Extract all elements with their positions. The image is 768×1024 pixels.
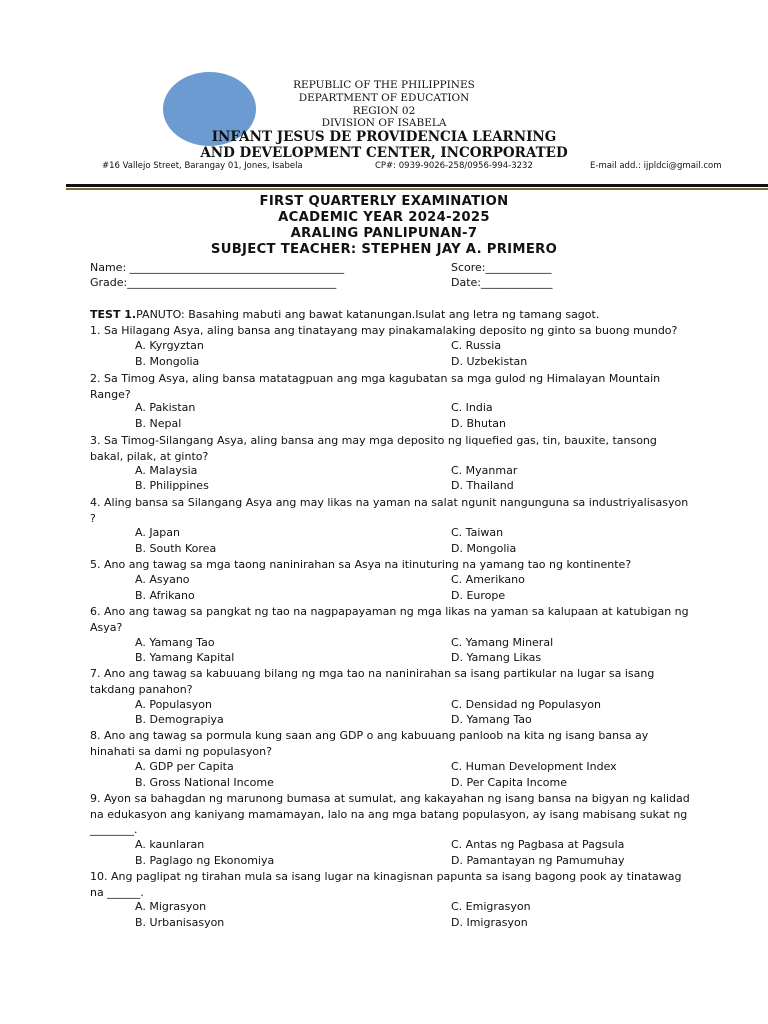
question-7: 7. Ano ang tawag sa kabuuang bilang ng mga tao na naninirahan sa isang partikular na lugar sa isang takdang panahon? [90,667,655,696]
q10-option-a[interactable]: A. Migrasyon [135,900,207,913]
q2-option-d[interactable]: D. Bhutan [451,417,506,430]
question-4: 4. Aling bansa sa Silangang Asya ang may likas na yaman na salat ngunit nangunguna sa industriyalisasyon ? [90,496,689,525]
subject-teacher: SUBJECT TEACHER: STEPHEN JAY A. PRIMERO [210,242,558,257]
header-divider [66,184,768,187]
q4-option-a[interactable]: A. Japan [135,526,181,539]
test-instruction [90,308,599,321]
school-email: E-mail add.: ijpldci@gmail.com [590,161,722,171]
q7-option-c[interactable]: C. Densidad ng Populasyon [451,698,601,711]
question-5: 5. Ano ang tawag sa mga taong naninirahan sa Asya na itinuturing na yamang tao ng kontinente? [90,558,632,571]
q6-option-c[interactable]: C. Yamang Mineral [451,636,554,649]
subject-title: ARALING PANLIPUNAN-7 [290,226,478,241]
grade-field[interactable]: Grade:______________________________________ [90,276,337,289]
q2-option-a[interactable]: A. Pakistan [135,401,196,414]
date-field[interactable]: Date:_____________ [451,276,553,289]
q7-option-a[interactable]: A. Populasyon [135,698,212,711]
q6-option-b[interactable]: B. Yamang Kapital [135,651,235,664]
test-heading: TEST 1. [90,308,137,321]
q1-option-b[interactable]: B. Mongolia [135,355,200,368]
question-1: 1. Sa Hilagang Asya, aling bansa ang tinatayang may pinakamalaking deposito ng ginto sa buong mundo? [90,324,678,337]
q2-option-b[interactable]: B. Nepal [135,417,182,430]
exam-title: FIRST QUARTERLY EXAMINATION [259,194,509,209]
q9-option-c[interactable]: C. Antas ng Pagbasa at Pagsula [451,838,625,851]
q9-option-b[interactable]: B. Paglago ng Ekonomiya [135,854,275,867]
school-address: #16 Vallejo Street, Barangay 01, Jones, Isabela [102,161,303,171]
q8-option-d[interactable]: D. Per Capita Income [451,776,567,789]
q8-option-c[interactable]: C. Human Development Index [451,760,617,773]
department-line: DEPARTMENT OF EDUCATION [298,92,470,104]
q4-option-d[interactable]: D. Mongolia [451,542,517,555]
score-field[interactable]: Score:____________ [451,261,552,274]
q10-option-c[interactable]: C. Emigrasyon [451,900,531,913]
academic-year: ACADEMIC YEAR 2024-2025 [278,210,490,225]
q3-option-c[interactable]: C. Myanmar [451,464,518,477]
question-3: 3. Sa Timog-Silangang Asya, aling bansa ang may mga deposito ng liquefied gas, tin, bauxite, tansong bakal, pilak, at ginto? [90,434,657,463]
q10-option-d[interactable]: D. Imigrasyon [451,916,528,929]
question-2: 2. Sa Timog Asya, aling bansa matatagpuan ang mga kagubatan sa mga gulod ng Himalayan Mountain Range? [90,372,661,401]
region-line: REGION 02 [352,105,416,117]
q3-option-d[interactable]: D. Thailand [451,479,514,492]
q9-option-d[interactable]: D. Pamantayan ng Pamumuhay [451,854,625,867]
q7-option-d[interactable]: D. Yamang Tao [451,713,532,726]
division-line: DIVISION OF ISABELA [321,117,447,129]
republic-line: REPUBLIC OF THE PHILIPPINES [293,79,475,91]
header-divider-accent [66,188,768,190]
q1-option-a[interactable]: A. Kyrgyztan [135,339,204,352]
school-phone: CP#: 0939-9026-258/0956-994-3232 [375,161,533,171]
question-9: 9. Ayon sa bahagdan ng marunong bumasa at sumulat, ang kakayahan ng isang bansa na bigyan ng kalidad na edukasyon ang kaniyang mamamayan, lalo na ang mga batang populasyon, ay isang mabisang sukat ng ________. [90,792,690,836]
question-8: 8. Ano ang tawag sa pormula kung saan ang GDP o ang kabuuang panloob na kita ng isang bansa ay hinahati sa dami ng populasyon? [90,729,649,758]
question-6: 6. Ano ang tawag sa pangkat ng tao na nagpapayaman ng mga likas na yaman sa kalupaan at katubigan ng Asya? [90,605,689,634]
q9-option-a[interactable]: A. kaunlaran [135,838,205,851]
q5-option-b[interactable]: B. Afrikano [135,589,195,602]
q8-option-b[interactable]: B. Gross National Income [135,776,274,789]
q3-option-b[interactable]: B. Philippines [135,479,209,492]
q5-option-c[interactable]: C. Amerikano [451,573,525,586]
q5-option-d[interactable]: D. Europe [451,589,506,602]
q10-option-b[interactable]: B. Urbanisasyon [135,916,225,929]
q1-option-d[interactable]: D. Uzbekistan [451,355,528,368]
q8-option-a[interactable]: A. GDP per Capita [135,760,234,773]
q4-option-b[interactable]: B. South Korea [135,542,217,555]
q1-option-c[interactable]: C. Russia [451,339,502,352]
q4-option-c[interactable]: C. Taiwan [451,526,504,539]
q2-option-c[interactable]: C. India [451,401,493,414]
school-name-line2: AND DEVELOPMENT CENTER, INCORPORATED [200,145,568,161]
q3-option-a[interactable]: A. Malaysia [135,464,198,477]
name-field[interactable]: Name: _______________________________________ [90,261,345,274]
q6-option-d[interactable]: D. Yamang Likas [451,651,542,664]
test-instruction-text: PANUTO: Basahing mabuti ang bawat katanungan.Isulat ang letra ng tamang sagot. [136,308,600,321]
q7-option-b[interactable]: B. Demograpiya [135,713,224,726]
school-name-line1: INFANT JESUS DE PROVIDENCIA LEARNING [211,129,557,145]
q5-option-a[interactable]: A. Asyano [135,573,190,586]
q6-option-a[interactable]: A. Yamang Tao [135,636,215,649]
question-10: 10. Ang paglipat ng tirahan mula sa isang lugar na kinagisnan papunta sa isang bagong pook ay tinatawag na ______. [90,870,682,899]
